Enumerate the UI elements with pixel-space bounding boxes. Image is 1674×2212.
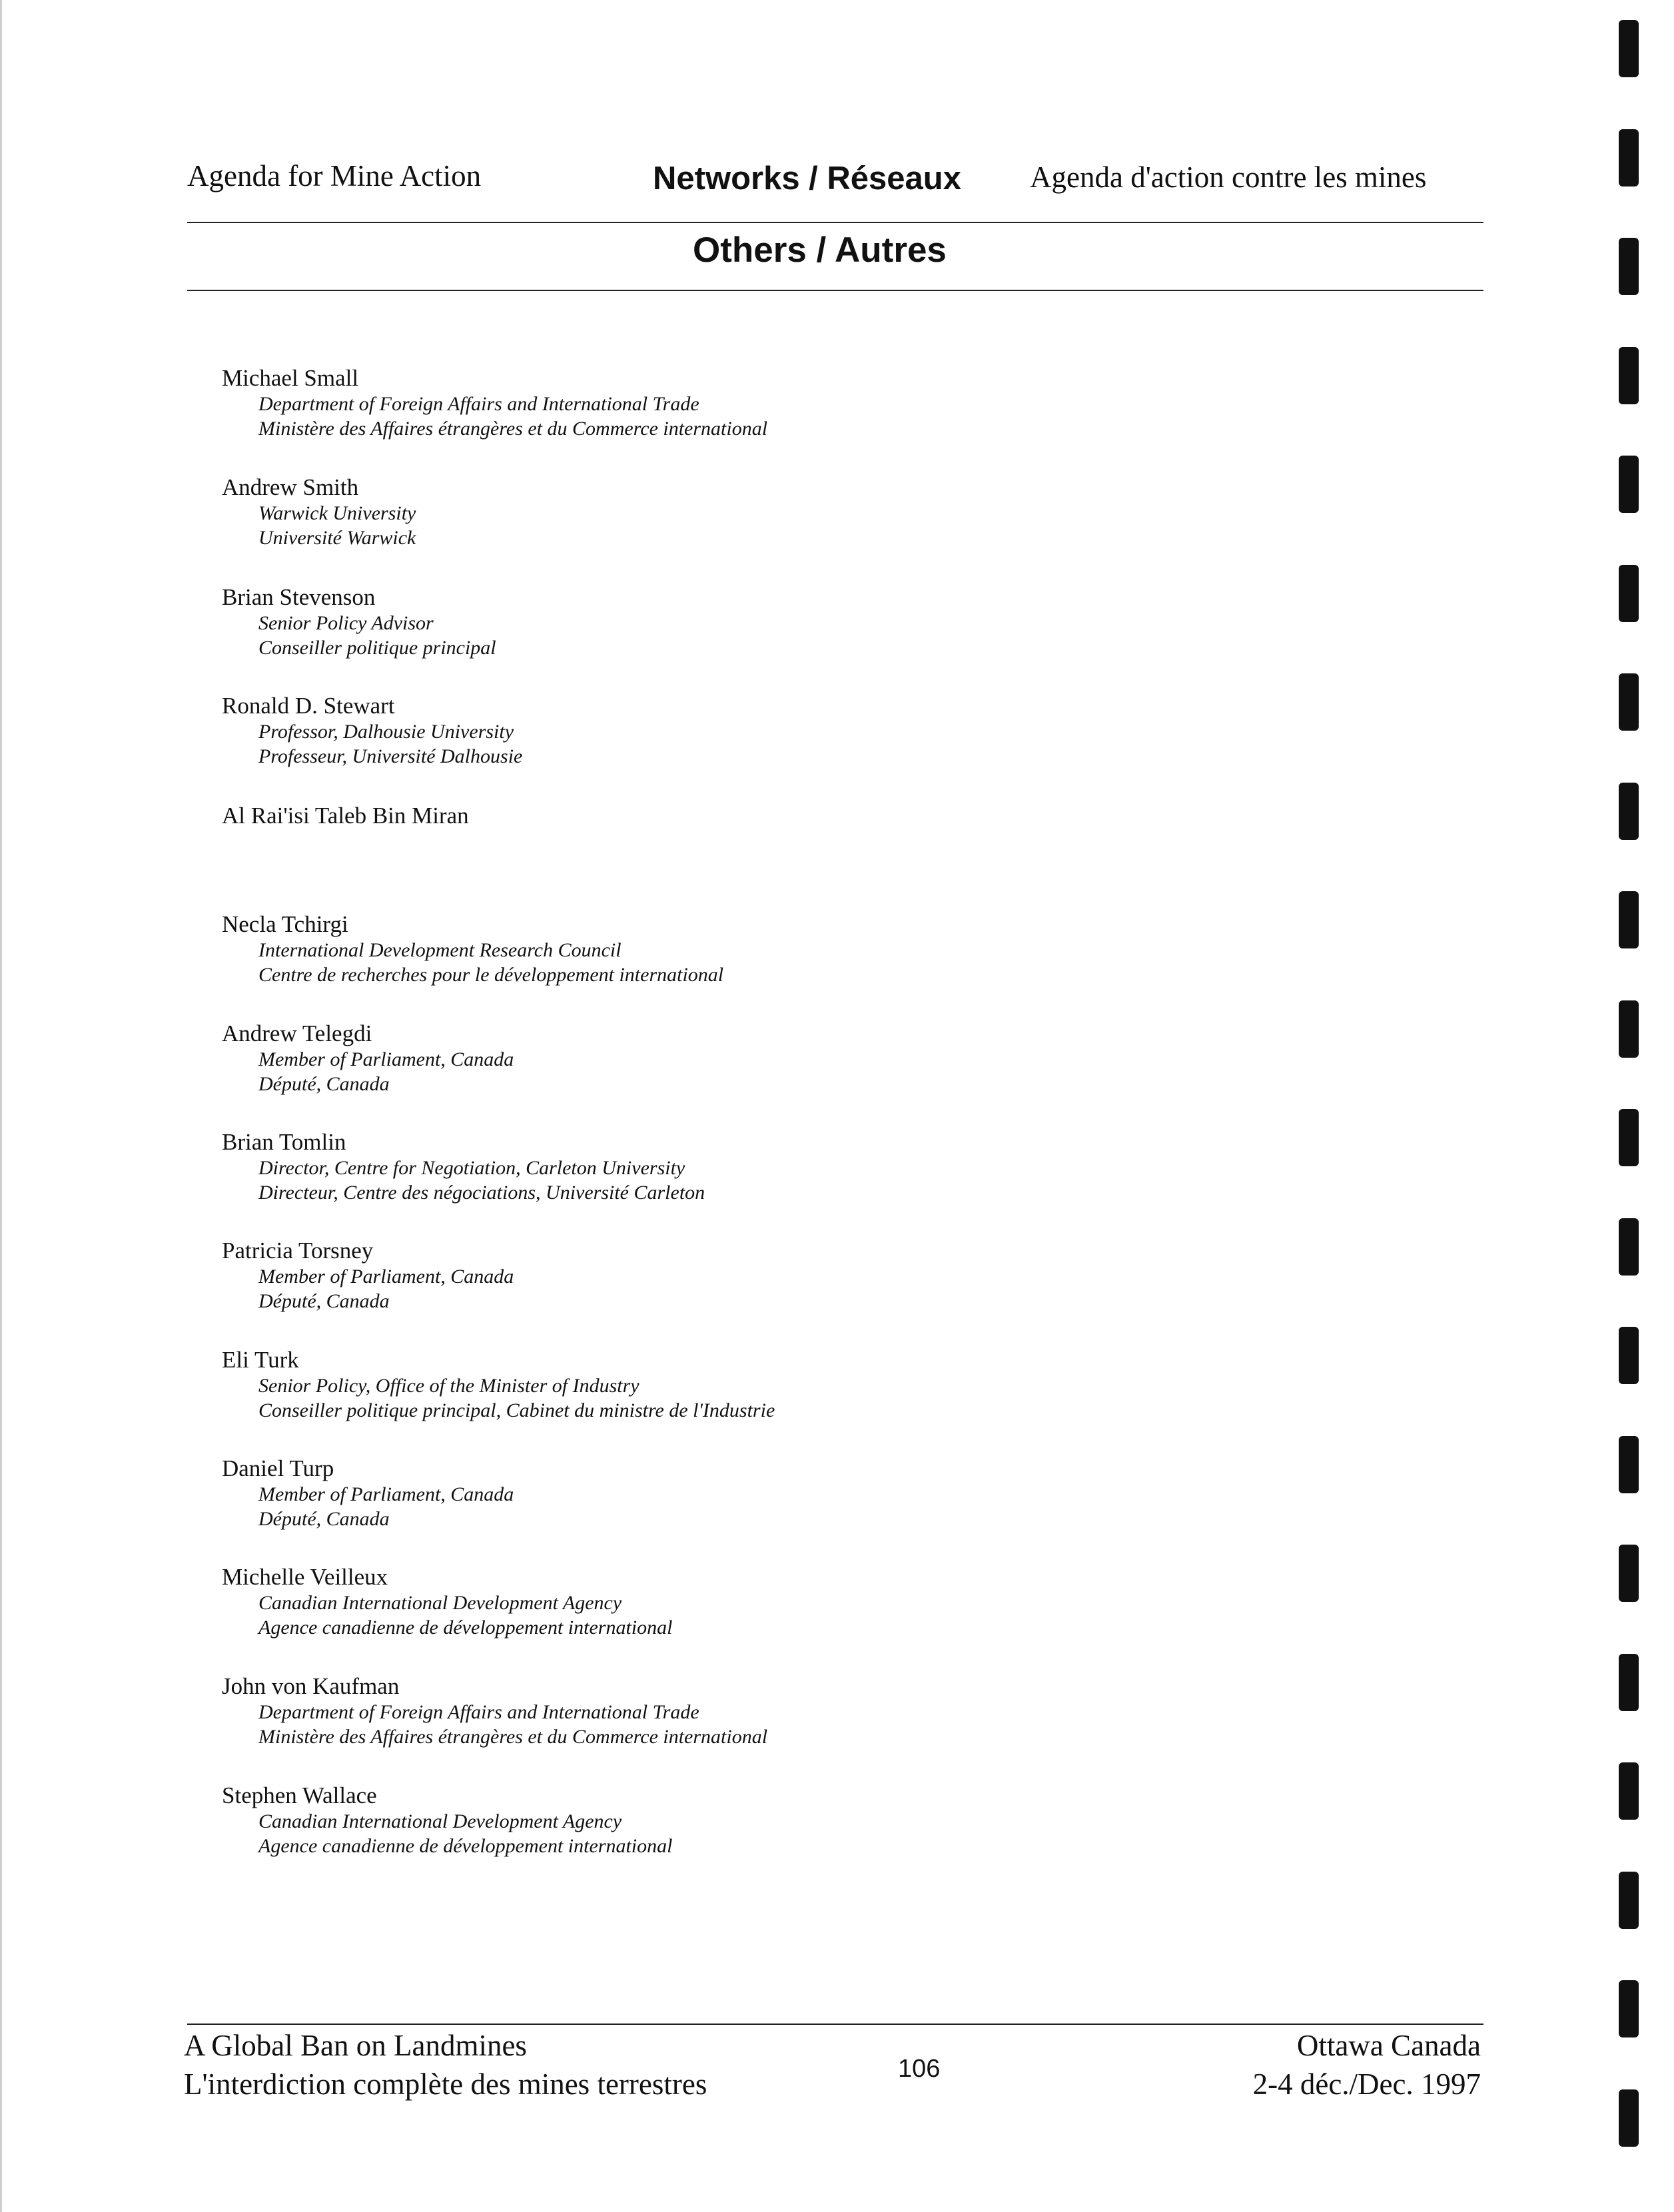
participant-name: Michael Small bbox=[222, 365, 359, 391]
footer-left bbox=[184, 2026, 707, 2103]
participant-affiliation-fr: Directeur, Centre des négociations, Université Carleton bbox=[258, 1182, 705, 1204]
participant-affiliation-fr: Ministère des Affaires étrangères et du Commerce international bbox=[258, 418, 768, 440]
participant-affiliation-fr: Agence canadienne de développement international bbox=[258, 1835, 673, 1857]
page-number: 106 bbox=[898, 2055, 941, 2083]
participant-name: Andrew Telegdi bbox=[222, 1020, 372, 1046]
binding-hole-mark bbox=[1619, 20, 1639, 77]
participant-affiliation-en: Director, Centre for Negotiation, Carleton University bbox=[258, 1157, 685, 1179]
binding-hole-mark bbox=[1619, 1218, 1639, 1276]
participant-entry bbox=[222, 1782, 672, 1858]
binding-hole-mark bbox=[1619, 891, 1639, 948]
participant-entry bbox=[222, 693, 522, 769]
binding-hole-mark bbox=[1619, 673, 1639, 731]
header-center-title: Networks / Réseaux bbox=[653, 161, 961, 196]
participant-name: Patricia Torsney bbox=[222, 1238, 374, 1264]
participant-name: Al Rai'isi Taleb Bin Miran bbox=[222, 803, 469, 829]
binding-hole-mark bbox=[1619, 565, 1639, 622]
binding-hole-mark bbox=[1619, 1980, 1639, 2037]
participant-affiliation-fr: Conseiller politique principal bbox=[258, 637, 496, 659]
header-left-title: Agenda for Mine Action bbox=[187, 159, 482, 192]
participant-affiliation-en: Member of Parliament, Canada bbox=[258, 1483, 514, 1505]
participant-name: Andrew Smith bbox=[222, 474, 359, 500]
section-title: Others / Autres bbox=[693, 230, 947, 270]
participant-affiliation-en: International Development Research Council bbox=[258, 939, 622, 961]
binding-hole-mark bbox=[1619, 1545, 1639, 1602]
footer-event-title-en: A Global Ban on Landmines bbox=[184, 2029, 527, 2062]
binding-hole-mark bbox=[1619, 1436, 1639, 1493]
header-rule bbox=[187, 222, 1483, 223]
participant-name: Ronald D. Stewart bbox=[222, 693, 395, 719]
participant-name: Necla Tchirgi bbox=[222, 911, 348, 937]
binding-hole-mark bbox=[1619, 1872, 1639, 1929]
participant-name: Brian Stevenson bbox=[222, 584, 376, 610]
participant-entry bbox=[222, 803, 469, 829]
participant-name: Brian Tomlin bbox=[222, 1129, 346, 1155]
participant-affiliation-en: Department of Foreign Affairs and International Trade bbox=[258, 1701, 699, 1723]
participant-affiliation-en: Member of Parliament, Canada bbox=[258, 1266, 514, 1288]
binding-hole-mark bbox=[1619, 2089, 1639, 2147]
participant-affiliation-en: Senior Policy, Office of the Minister of Industry bbox=[258, 1375, 639, 1397]
footer-right bbox=[1253, 2026, 1481, 2103]
participant-affiliation-en: Warwick University bbox=[258, 502, 416, 524]
footer-dates: 2-4 déc./Dec. 1997 bbox=[1252, 2067, 1481, 2101]
participant-affiliation-fr: Université Warwick bbox=[258, 527, 416, 549]
participant-name: Eli Turk bbox=[222, 1347, 299, 1373]
participant-name: John von Kaufman bbox=[222, 1673, 400, 1699]
participant-entry bbox=[222, 474, 416, 550]
binding-hole-mark bbox=[1619, 1762, 1639, 1820]
participant-entry bbox=[222, 584, 496, 660]
participant-affiliation-en: Canadian International Development Agency bbox=[258, 1810, 622, 1832]
participant-affiliation-fr: Conseiller politique principal, Cabinet du ministre de l'Industrie bbox=[258, 1399, 775, 1421]
participant-affiliation-fr: Député, Canada bbox=[258, 1290, 390, 1312]
participant-affiliation-fr: Agence canadienne de développement international bbox=[258, 1617, 673, 1639]
participant-affiliation-en: Senior Policy Advisor bbox=[258, 612, 434, 634]
binding-hole-mark bbox=[1619, 1327, 1639, 1384]
binding-hole-mark bbox=[1619, 347, 1639, 404]
footer-event-title-fr: L'interdiction complète des mines terrestres bbox=[184, 2067, 707, 2101]
binding-hole-mark bbox=[1619, 238, 1639, 295]
participant-entry bbox=[222, 1020, 514, 1096]
participant-entry bbox=[222, 1673, 767, 1749]
participant-affiliation-en: Member of Parliament, Canada bbox=[258, 1048, 514, 1070]
participant-entry bbox=[222, 1238, 514, 1313]
participant-entry bbox=[222, 1455, 514, 1531]
participant-name: Stephen Wallace bbox=[222, 1782, 377, 1808]
binding-hole-mark bbox=[1619, 456, 1639, 513]
participant-affiliation-fr: Centre de recherches pour le développement international bbox=[258, 964, 724, 986]
participant-affiliation-en: Canadian International Development Agency bbox=[258, 1592, 622, 1614]
participant-name: Daniel Turp bbox=[222, 1455, 334, 1481]
binding-hole-mark bbox=[1619, 1109, 1639, 1166]
participant-name: Michelle Veilleux bbox=[222, 1564, 388, 1590]
binding-hole-mark bbox=[1619, 129, 1639, 186]
participant-entry bbox=[222, 1347, 775, 1423]
participant-affiliation-en: Professor, Dalhousie University bbox=[258, 721, 514, 743]
binding-hole-mark bbox=[1619, 1654, 1639, 1711]
participant-entry bbox=[222, 911, 723, 987]
participant-affiliation-fr: Député, Canada bbox=[258, 1508, 390, 1530]
binding-hole-mark bbox=[1619, 1000, 1639, 1058]
participant-affiliation-en: Department of Foreign Affairs and International Trade bbox=[258, 393, 699, 415]
participant-affiliation-fr: Ministère des Affaires étrangères et du Commerce international bbox=[258, 1726, 768, 1748]
page-edge bbox=[0, 0, 2, 2212]
section-rule bbox=[187, 290, 1483, 291]
participant-affiliation-fr: Professeur, Université Dalhousie bbox=[258, 745, 523, 767]
participant-entry bbox=[222, 365, 767, 441]
participant-entry bbox=[222, 1129, 705, 1205]
binding-hole-mark bbox=[1619, 783, 1639, 840]
header-right-title: Agenda d'action contre les mines bbox=[1030, 161, 1427, 194]
participant-affiliation-fr: Député, Canada bbox=[258, 1073, 390, 1095]
participant-entry bbox=[222, 1564, 672, 1640]
footer-location: Ottawa Canada bbox=[1296, 2029, 1481, 2062]
footer-rule bbox=[187, 2024, 1483, 2025]
